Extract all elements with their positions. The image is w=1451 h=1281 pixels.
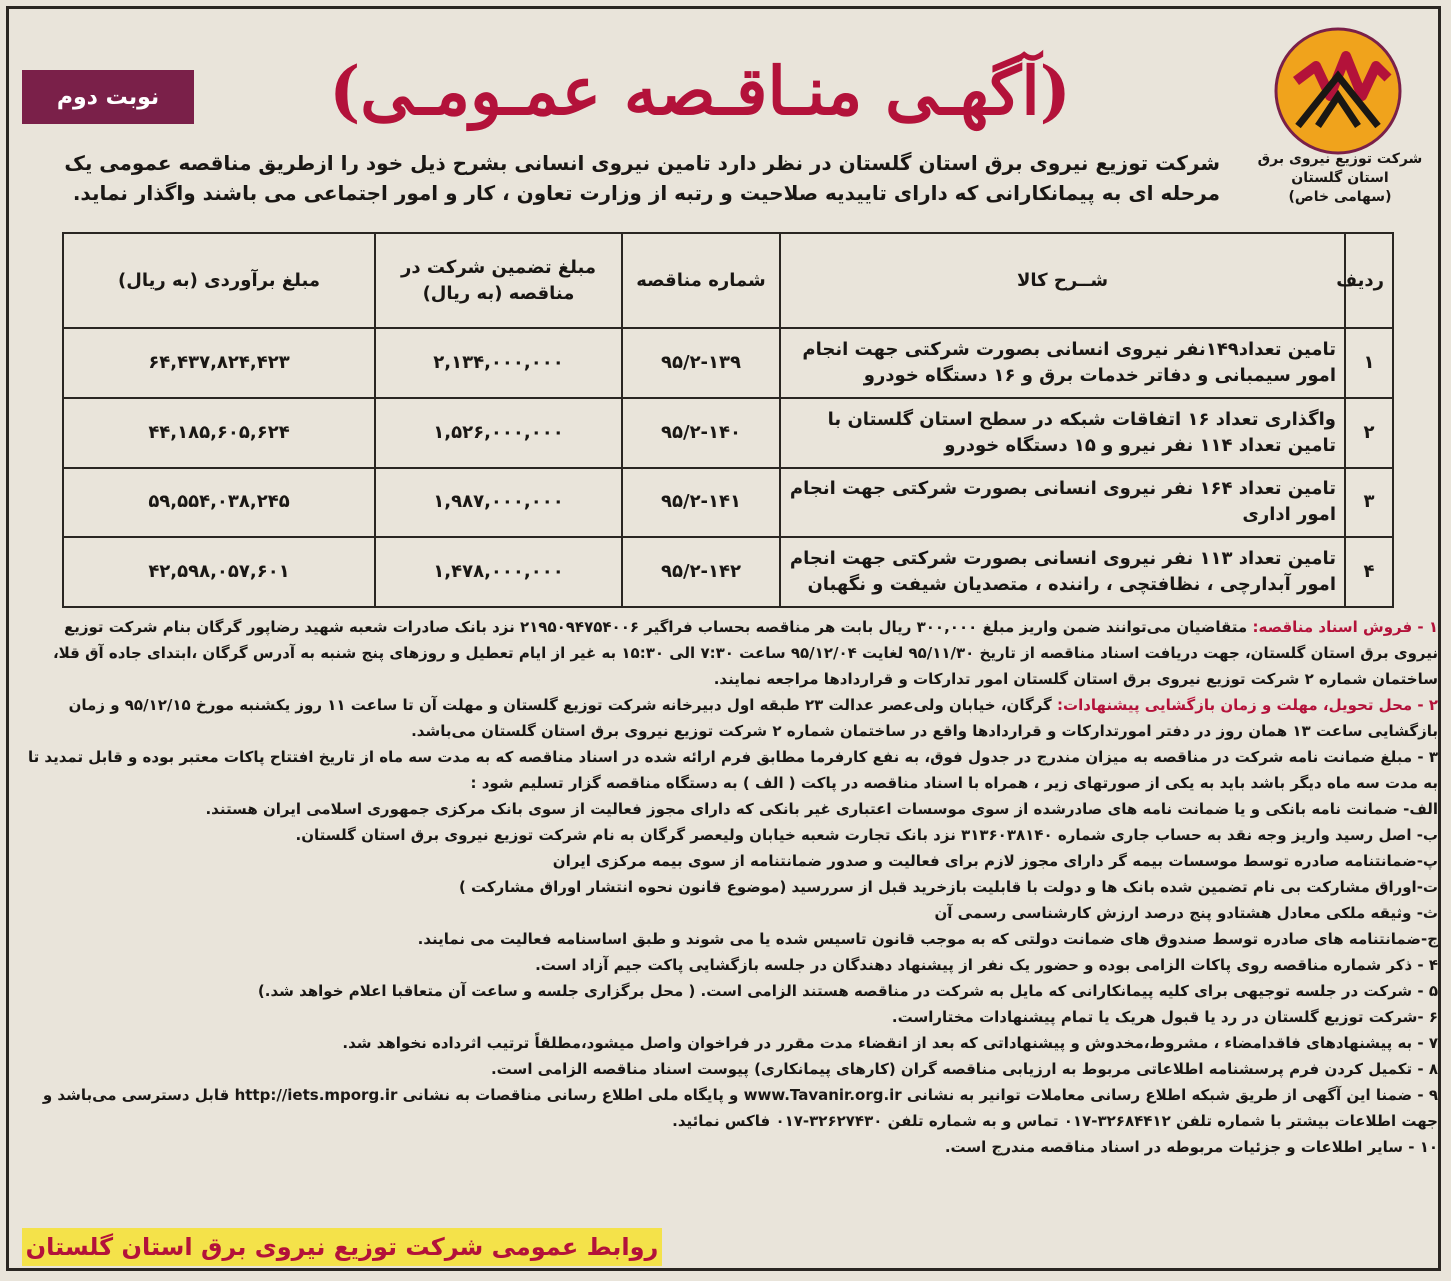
note-3-te: ت-اوراق مشارکت بی نام تضمین شده بانک ها و دولت با قابلیت بازخرید قبل از سررسید (موضوع قانون نحوه انتشار اوراق مشارکت ) [458, 878, 1438, 896]
cell-estimate: ۶۴,۴۳۷,۸۲۴,۴۲۳ [63, 328, 375, 398]
conditions-list [18, 614, 1438, 1160]
note-2 [18, 692, 1438, 744]
cell-row-number: ۳ [1345, 468, 1393, 538]
cell-guarantee: ۱,۴۷۸,۰۰۰,۰۰۰ [375, 537, 622, 607]
company-logo [1268, 26, 1408, 156]
table-row [63, 537, 1393, 607]
table-row [63, 398, 1393, 468]
note-3: ۳ - مبلغ ضمانت نامه شرکت در مناقصه به میزان مندرج در جدول فوق، به نفع کارفرما مطابق فرم ارائه شده در اسناد مناقصه که به مدت سه ماه از تاریخ افتتاح پاکات معتبر بوده و قابل تمدید تا به مدت سه ماه دیگر باشد باید به یکی از صورتهای زیر ، همراه با اسناد مناقصه در پاکت ( الف ) به دستگاه مناقصه گزار تسلیم شود : [27, 748, 1438, 792]
cell-guarantee: ۱,۹۸۷,۰۰۰,۰۰۰ [375, 468, 622, 538]
note-2-text: گرگان، خیابان ولی‌عصر عدالت ۲۳ طبقه اول دبیرخانه شرکت توزیع گلستان و مهلت آن تا ساعت ۱۱ روز یکشنبه مورخ ۹۵/۱۲/۱۵ و زمان بازگشایی ساعت ۱۳ همان روز در دفتر امورتدارکات و قراردادها واقع در ساختمان شماره ۲ شرکت توزیع نیروی برق استان گلستان می‌باشد. [68, 696, 1438, 740]
note-4: ۴ - ذکر شماره مناقصه روی پاکات الزامی بوده و حضور یک نفر از پیشنهاد دهندگان در جلسه بازگشایی پاکت جیم آزاد است. [535, 956, 1438, 974]
note-6: ۶ -شرکت توزیع گلستان در رد یا قبول هریک یا تمام پیشنهادات مختاراست. [891, 1008, 1438, 1026]
company-line3: (سهامی خاص) [1288, 189, 1392, 205]
cell-description: تامین تعداد۱۴۹نفر نیروی انسانی بصورت شرکتی جهت انجام امور سیمبانی و دفاتر خدمات برق و ۱۶ دستگاه خودرو [780, 328, 1345, 398]
company-line1: شرکت توزیع نیروی برق [1257, 151, 1423, 167]
note-10: ۱۰ - سایر اطلاعات و جزئیات مربوطه در اسناد مناقصه مندرج است. [944, 1138, 1438, 1156]
cell-description: واگذاری تعداد ۱۶ اتفاقات شبکه در سطح استان گلستان با تامین تعداد ۱۱۴ نفر نیرو و ۱۵ دستگاه خودرو [780, 398, 1345, 468]
company-line2: استان گلستان [1291, 170, 1389, 186]
cell-tender-number: ۹۵/۲-۱۳۹ [622, 328, 780, 398]
header-tender-number: شماره مناقصه [622, 233, 780, 328]
cell-row-number: ۴ [1345, 537, 1393, 607]
note-3-pe: پ-ضمانتنامه صادره توسط موسسات بیمه گر دارای مجوز لازم برای فعالیت و صدور ضمانتنامه از سوی بیمه مرکزی ایران [552, 852, 1438, 870]
note-8: ۸ - تکمیل کردن فرم پرسشنامه اطلاعاتی مربوط به ارزیابی مناقصه گران (کارهای پیمانکاری) پیوست اسناد مناقصه الزامی است. [490, 1060, 1438, 1078]
table-row [63, 328, 1393, 398]
note-5: ۵ - شرکت در جلسه توجیهی برای کلیه پیمانکارانی که مایل به شرکت در مناقصه هستند الزامی است. ( محل برگزاری جلسه و ساعت آن متعاقبا اعلام خواهد شد.) [257, 982, 1438, 1000]
note-3-alef: الف- ضمانت نامه بانکی و یا ضمانت نامه های صادرشده از سوی موسسات اعتباری غیر بانکی که دارای مجوز فعالیت از سوی بانک مرکزی جمهوری اسلامی ایران هستند. [205, 800, 1438, 818]
note-3-jim: ج-ضمانتنامه های صادره توسط صندوق های ضمانت دولتی که به موجب قانون تاسیس شده یا می شوند و طبق اساسنامه فعالیت می نمایند. [417, 930, 1438, 948]
cell-estimate: ۵۹,۵۵۴,۰۳۸,۲۴۵ [63, 468, 375, 538]
header-guarantee: مبلغ تضمین شرکت در مناقصه (به ریال) [375, 233, 622, 328]
cell-tender-number: ۹۵/۲-۱۴۲ [622, 537, 780, 607]
cell-estimate: ۴۴,۱۸۵,۶۰۵,۶۲۴ [63, 398, 375, 468]
note-1-text: متقاضیان می‌توانند ضمن واریز مبلغ ۳۰۰,۰۰۰ ریال بابت هر مناقصه بحساب فراگیر ۲۱۹۵۰۹۴۷۵۴۰۰۶ نزد بانک صادرات شعبه شهید رضاپور گرگان بنام شرکت توزیع نیروی برق استان گلستان، جهت دریافت اسناد مناقصه از تاریخ ۹۵/۱۱/۳۰ لغایت ۹۵/۱۲/۰۴ ساعت ۷:۳۰ الی ۱۵:۳۰ به غیر از ایام تعطیل و روزهای پنج شنبه به آدرس گرگان ،ابتدای جاده آق قلا، ساختمان شماره ۲ شرکت توزیع نیروی برق استان گلستان امور تدارکات و قراردادها مراجعه نمایند. [52, 618, 1438, 688]
note-3-be: ب- اصل رسید واریز وجه نقد به حساب جاری شماره ۳۱۳۶۰۳۸۱۴۰ نزد بانک تجارت شعبه خیابان ولیعصر گرگان به نام شرکت توزیع نیروی برق استان گلستان. [295, 826, 1438, 844]
note-3-se: ث- وثیقه ملکی معادل هشتادو پنج درصد ارزش کارشناسی رسمی آن [934, 904, 1438, 922]
edition-badge: نوبت دوم [22, 70, 194, 124]
cell-guarantee: ۱,۵۲۶,۰۰۰,۰۰۰ [375, 398, 622, 468]
note-2-heading: ۲ - محل تحویل، مهلت و زمان بازگشایی پیشنهادات: [1057, 696, 1438, 714]
header-row-number: ردیف [1345, 233, 1393, 328]
tender-table [62, 232, 1394, 608]
header-estimate: مبلغ برآوردی (به ریال) [63, 233, 375, 328]
cell-tender-number: ۹۵/۲-۱۴۱ [622, 468, 780, 538]
table-row [63, 468, 1393, 538]
cell-guarantee: ۲,۱۳۴,۰۰۰,۰۰۰ [375, 328, 622, 398]
note-1-heading: ۱ - فروش اسناد مناقصه: [1252, 618, 1438, 636]
note-1 [18, 614, 1438, 692]
public-relations-footer: روابط عمومی شرکت توزیع نیروی برق استان گلستان [22, 1228, 662, 1266]
cell-row-number: ۱ [1345, 328, 1393, 398]
header-description: شــرح کالا [780, 233, 1345, 328]
table-header-row [63, 233, 1393, 328]
cell-estimate: ۴۲,۵۹۸,۰۵۷,۶۰۱ [63, 537, 375, 607]
cell-tender-number: ۹۵/۲-۱۴۰ [622, 398, 780, 468]
page-title: (آگهـی منـاقـصه عمـومـی) [329, 52, 1071, 130]
company-name-block [1240, 150, 1440, 207]
cell-description: تامین تعداد ۱۱۳ نفر نیروی انسانی بصورت شرکتی جهت انجام امور آبدارچی ، نظافتچی ، راننده ، متصدیان شیفت و نگهبان [780, 537, 1345, 607]
note-7: ۷ - به پیشنهادهای فاقدامضاء ، مشروط،مخدوش و پیشنهاداتی که بعد از انقضاء مدت مقرر در فراخوان واصل میشود،مطلقاً ترتیب اثرداده نخواهد شد. [342, 1034, 1438, 1052]
cell-description: تامین تعداد ۱۶۴ نفر نیروی انسانی بصورت شرکتی جهت انجام امور اداری [780, 468, 1345, 538]
intro-paragraph: شرکت توزیع نیروی برق استان گلستان در نظر دارد تامین نیروی انسانی بشرح ذیل خود را ازطریق مناقصه عمومی یک مرحله ای به پیمانکارانی که دارای تاییدیه صلاحیت و رتبه از وزارت تعاون ، کار و امور اجتماعی می باشند واگذار نماید. [64, 151, 1220, 205]
cell-row-number: ۲ [1345, 398, 1393, 468]
note-9: ۹ - ضمنا این آگهی از طریق شبکه اطلاع رسانی معاملات توانیر به نشانی www.Tavanir.org.ir و پایگاه ملی اطلاع رسانی مناقصات به نشانی http://iets.mporg.ir قابل دسترسی می‌باشد و جهت اطلاعات بیشتر با شماره تلفن ۳۲۶۸۴۴۱۲-۰۱۷ تماس و به شماره تلفن ۳۲۶۲۷۴۳۰-۰۱۷ فاکس نمائید. [42, 1086, 1438, 1130]
